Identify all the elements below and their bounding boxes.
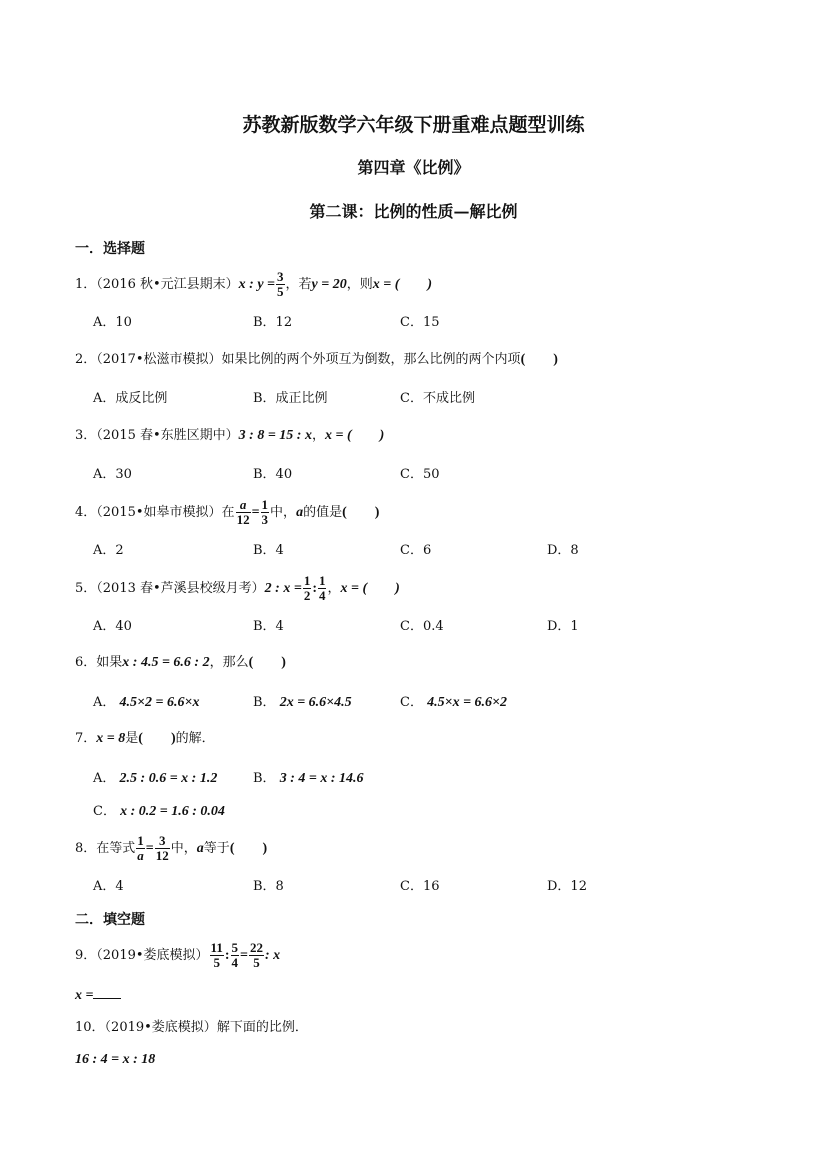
fraction: $\frac{3}{5}$ — [277, 269, 284, 299]
question-4: 4．（2015•如皋市模拟）在 $\frac{a}{12}$ = $\frac{1}{3}$ 中，a的值是( ) — [75, 497, 380, 527]
option-b[interactable]: B．8 — [253, 879, 284, 894]
option-b[interactable]: B．成正比例 — [253, 391, 328, 406]
option-b[interactable]: B．4 — [253, 619, 284, 634]
option-b[interactable]: B． 2x = 6.6×4.5 — [253, 695, 352, 710]
option-c[interactable]: C．不成比例 — [400, 391, 475, 406]
option-a[interactable]: A．成反比例 — [93, 391, 168, 406]
doc-title: 苏教新版数学六年级下册重难点题型训练 — [242, 114, 585, 136]
math: y = 20 — [311, 277, 347, 292]
option-a[interactable]: A．4 — [93, 879, 124, 894]
option-c[interactable]: C． x : 0.2 = 1.6 : 0.04 — [93, 804, 225, 819]
q-source: （2016 秋•元江县期末） — [96, 277, 239, 292]
option-d[interactable]: D．12 — [547, 879, 587, 894]
q-text: ，则 — [346, 277, 373, 292]
answer-blank[interactable]: x = — [75, 986, 121, 1006]
math: x : y = — [238, 277, 276, 292]
chapter-title: 第四章《比例》 — [357, 158, 470, 177]
question-7: 7．x = 8是( )的解． — [75, 731, 215, 746]
question-6: 6．如果x : 4.5 = 6.6 : 2，那么( ) — [75, 655, 286, 670]
option-c[interactable]: C．15 — [400, 315, 440, 330]
option-a[interactable]: A． 4.5×2 = 6.6×x — [93, 695, 200, 710]
option-a[interactable]: A． 2.5 : 0.6 = x : 1.2 — [93, 771, 218, 786]
question-1 — [75, 270, 432, 299]
option-b[interactable]: B．12 — [253, 315, 293, 330]
question-3: 3．（2015 春•东胜区期中）3 : 8 = 15 : x，x = ( ) — [75, 428, 385, 443]
section-choice: 一．选择题 — [75, 241, 145, 257]
q-number: 1． — [75, 277, 97, 292]
lesson-title: 第二课：比例的性质—解比例 — [309, 202, 518, 221]
option-a[interactable]: A．10 — [93, 315, 132, 330]
q-text: ，若 — [285, 277, 312, 292]
option-b[interactable]: B． 3 : 4 = x : 14.6 — [253, 771, 364, 786]
option-a[interactable]: A．2 — [93, 543, 124, 558]
blank-line[interactable] — [93, 986, 121, 999]
option-a[interactable]: A．40 — [93, 619, 132, 634]
option-b[interactable]: B．4 — [253, 543, 284, 558]
option-d[interactable]: D．8 — [547, 543, 579, 558]
question-2: 2．（2017•松滋市模拟）如果比例的两个外项互为倒数，那么比例的两个内项( ) — [75, 352, 558, 367]
option-b[interactable]: B．40 — [253, 467, 293, 482]
question-10: 10．（2019•娄底模拟）解下面的比例． — [75, 1020, 308, 1035]
option-c[interactable]: C．16 — [400, 879, 440, 894]
option-c[interactable]: C．6 — [400, 543, 432, 558]
math: x = ( ) — [372, 277, 433, 292]
option-c[interactable]: C．50 — [400, 467, 440, 482]
option-a[interactable]: A．30 — [93, 467, 132, 482]
option-c[interactable]: C． 4.5×x = 6.6×2 — [400, 695, 508, 710]
question-8: 8．在等式 $\frac{1}{a}$ = $\frac{3}{12}$ 中，a等于( ) — [75, 833, 268, 863]
option-d[interactable]: D．1 — [547, 619, 579, 634]
question-5: 5．（2013 春•芦溪县校级月考）2 : x = $\frac{1}{2}$ : $\frac{1}{4}$ ，x = ( ) — [75, 573, 400, 603]
option-c[interactable]: C．0.4 — [400, 619, 444, 634]
question-9: 9．（2019•娄底模拟） $\frac{11}{5}$ : $\frac{5}{4}$ = $\frac{22}{5}$ : x — [75, 940, 281, 970]
section-fill: 二．填空题 — [75, 912, 145, 928]
equation: 16 : 4 = x : 18 — [75, 1052, 156, 1067]
